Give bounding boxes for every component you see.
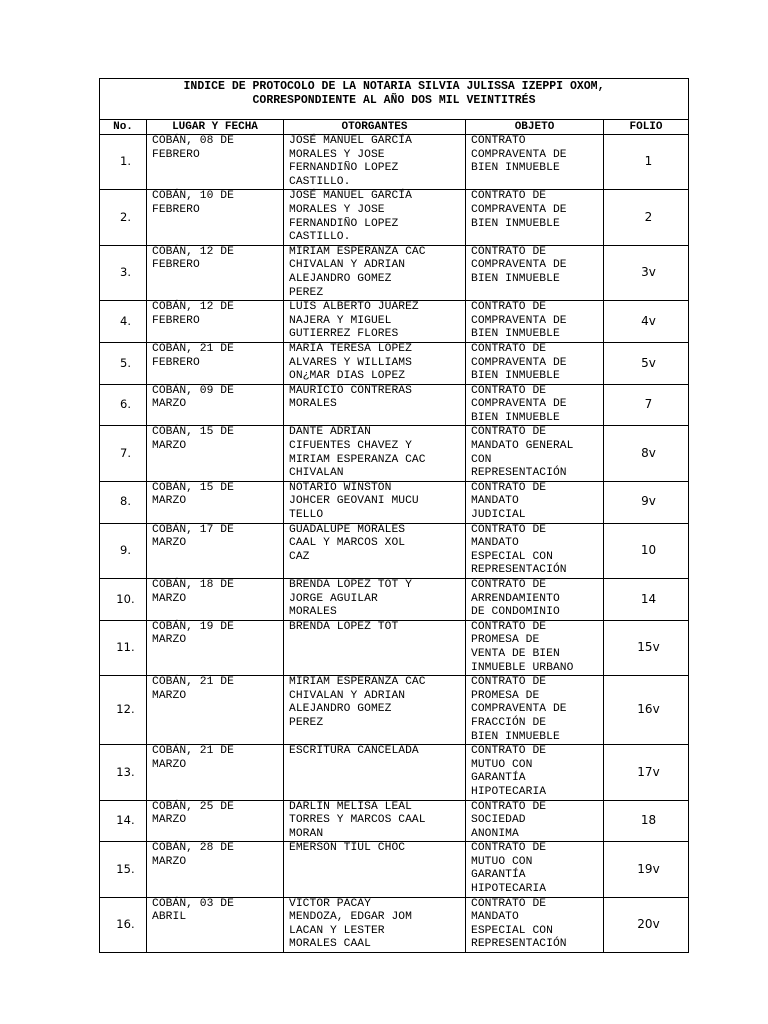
row-number: 7. bbox=[100, 426, 147, 481]
protocol-index-document bbox=[99, 78, 688, 953]
table-row bbox=[100, 245, 689, 300]
table-row bbox=[100, 579, 689, 621]
row-lugar-fecha: COBÁN, 12 DE FEBRERO bbox=[147, 301, 284, 343]
row-otorgantes: DANTE ADRIAN CIFUENTES CHAVEZ Y MIRIAM ESPERANZA CAC CHIVALAN bbox=[284, 426, 466, 481]
row-objeto: CONTRATO DE SOCIEDAD ANONIMA bbox=[466, 800, 604, 842]
table-row bbox=[100, 301, 689, 343]
row-otorgantes: LUIS ALBERTO JUAREZ NAJERA Y MIGUEL GUTIERREZ FLORES bbox=[284, 301, 466, 343]
row-folio: 1 bbox=[604, 135, 689, 190]
header-folio: FOLIO bbox=[604, 120, 689, 135]
row-lugar-fecha: COBÁN, 19 DE MARZO bbox=[147, 620, 284, 675]
header-objeto: OBJETO bbox=[466, 120, 604, 135]
row-objeto: CONTRATO DE MUTUO CON GARANTÍA HIPOTECARIA bbox=[466, 842, 604, 897]
row-folio: 5v bbox=[604, 342, 689, 384]
row-lugar-fecha: COBÁN, 21 DE MARZO bbox=[147, 676, 284, 745]
row-otorgantes: EMERSON TIUL CHOC bbox=[284, 842, 466, 897]
row-folio: 16v bbox=[604, 676, 689, 745]
row-lugar-fecha: COBÁN, 25 DE MARZO bbox=[147, 800, 284, 842]
table-row bbox=[100, 745, 689, 800]
row-lugar-fecha: COBÁN, 17 DE MARZO bbox=[147, 523, 284, 578]
row-otorgantes: ESCRITURA CANCELADA bbox=[284, 745, 466, 800]
row-objeto: CONTRATO DE ARRENDAMIENTO DE CONDOMINIO bbox=[466, 579, 604, 621]
row-objeto: CONTRATO DE COMPRAVENTA DE BIEN INMUEBLE bbox=[466, 245, 604, 300]
table-row bbox=[100, 676, 689, 745]
table-row bbox=[100, 342, 689, 384]
row-number: 10. bbox=[100, 579, 147, 621]
row-objeto: CONTRATO DE COMPRAVENTA DE BIEN INMUEBLE bbox=[466, 301, 604, 343]
row-number: 11. bbox=[100, 620, 147, 675]
row-folio: 8v bbox=[604, 426, 689, 481]
row-number: 15. bbox=[100, 842, 147, 897]
table-row bbox=[100, 135, 689, 190]
row-folio: 2 bbox=[604, 190, 689, 245]
row-otorgantes: MIRIAM ESPERANZA CAC CHIVALAN Y ADRIAN ALEJANDRO GOMEZ PEREZ bbox=[284, 676, 466, 745]
row-number: 13. bbox=[100, 745, 147, 800]
row-otorgantes: BRENDA LOPEZ TOT Y JORGE AGUILAR MORALES bbox=[284, 579, 466, 621]
title-line-2: CORRESPONDIENTE AL AÑO DOS MIL VEINTITRÉS bbox=[252, 93, 536, 107]
row-lugar-fecha: COBÁN, 08 DE FEBRERO bbox=[147, 135, 284, 190]
table-row bbox=[100, 897, 689, 952]
row-objeto: CONTRATO DE MANDATO JUDICIAL bbox=[466, 481, 604, 523]
row-lugar-fecha: COBÁN, 09 DE MARZO bbox=[147, 384, 284, 426]
row-otorgantes: JOSÉ MANUEL GARCÍA MORALES Y JOSE FERNANDIÑO LOPEZ CASTILLO. bbox=[284, 135, 466, 190]
title-line-1: INDICE DE PROTOCOLO DE LA NOTARIA SILVIA JULISSA IZEPPI OXOM, bbox=[183, 80, 605, 93]
row-folio: 3v bbox=[604, 245, 689, 300]
row-otorgantes: JOSÉ MANUEL GARCÍA MORALES Y JOSE FERNANDIÑO LOPEZ CASTILLO. bbox=[284, 190, 466, 245]
table-row bbox=[100, 481, 689, 523]
row-lugar-fecha: COBÁN, 10 DE FEBRERO bbox=[147, 190, 284, 245]
row-objeto: CONTRATO DE MANDATO ESPECIAL CON REPRESENTACIÓN bbox=[466, 523, 604, 578]
row-folio: 10 bbox=[604, 523, 689, 578]
row-folio: 9v bbox=[604, 481, 689, 523]
row-objeto: CONTRATO DE MUTUO CON GARANTÍA HIPOTECARIA bbox=[466, 745, 604, 800]
table-row bbox=[100, 800, 689, 842]
row-folio: 14 bbox=[604, 579, 689, 621]
row-folio: 4v bbox=[604, 301, 689, 343]
row-objeto: CONTRATO COMPRAVENTA DE BIEN INMUEBLE bbox=[466, 135, 604, 190]
row-otorgantes: VICTOR PACAY MENDOZA, EDGAR JOM LACAN Y LESTER MORALES CAAL bbox=[284, 897, 466, 952]
row-otorgantes: MAURICIO CONTRERAS MORALES bbox=[284, 384, 466, 426]
table-row bbox=[100, 620, 689, 675]
row-number: 2. bbox=[100, 190, 147, 245]
row-otorgantes: NOTARIO WINSTON JOHCER GEOVANI MUCU TELLO bbox=[284, 481, 466, 523]
row-number: 5. bbox=[100, 342, 147, 384]
row-number: 16. bbox=[100, 897, 147, 952]
row-folio: 15v bbox=[604, 620, 689, 675]
row-objeto: CONTRATO DE MANDATO GENERAL CON REPRESENTACIÓN bbox=[466, 426, 604, 481]
row-objeto: CONTRATO DE COMPRAVENTA DE BIEN INMUEBLE bbox=[466, 190, 604, 245]
row-lugar-fecha: COBÁN, 18 DE MARZO bbox=[147, 579, 284, 621]
row-lugar-fecha: COBÁN, 03 DE ABRIL bbox=[147, 897, 284, 952]
row-number: 8. bbox=[100, 481, 147, 523]
row-folio: 20v bbox=[604, 897, 689, 952]
table-row bbox=[100, 426, 689, 481]
table-row bbox=[100, 384, 689, 426]
row-number: 3. bbox=[100, 245, 147, 300]
row-lugar-fecha: COBÁN, 15 DE MARZO bbox=[147, 481, 284, 523]
header-lugar-fecha: LUGAR Y FECHA bbox=[147, 120, 284, 135]
row-number: 9. bbox=[100, 523, 147, 578]
row-objeto: CONTRATO DE COMPRAVENTA DE BIEN INMUEBLE bbox=[466, 342, 604, 384]
row-number: 4. bbox=[100, 301, 147, 343]
row-folio: 7 bbox=[604, 384, 689, 426]
row-otorgantes: DARLIN MELISA LEAL TORRES Y MARCOS CAAL MORAN bbox=[284, 800, 466, 842]
title-row bbox=[100, 79, 689, 120]
row-otorgantes: MIRIAM ESPERANZA CAC CHIVALAN Y ADRIAN ALEJANDRO GOMEZ PEREZ bbox=[284, 245, 466, 300]
row-number: 12. bbox=[100, 676, 147, 745]
header-row bbox=[100, 120, 689, 135]
row-otorgantes: BRENDA LOPEZ TOT bbox=[284, 620, 466, 675]
document-title bbox=[100, 79, 689, 120]
row-folio: 19v bbox=[604, 842, 689, 897]
row-number: 6. bbox=[100, 384, 147, 426]
row-objeto: CONTRATO DE COMPRAVENTA DE BIEN INMUEBLE bbox=[466, 384, 604, 426]
row-otorgantes: MARIA TERESA LOPEZ ALVARES Y WILLIAMS ON¿MAR DIAS LOPEZ bbox=[284, 342, 466, 384]
row-lugar-fecha: COBÁN, 21 DE FEBRERO bbox=[147, 342, 284, 384]
table-row bbox=[100, 190, 689, 245]
row-lugar-fecha: COBÁN, 21 DE MARZO bbox=[147, 745, 284, 800]
row-number: 1. bbox=[100, 135, 147, 190]
row-objeto: CONTRATO DE PROMESA DE COMPRAVENTA DE FRACCIÓN DE BIEN INMUEBLE bbox=[466, 676, 604, 745]
row-folio: 18 bbox=[604, 800, 689, 842]
row-number: 14. bbox=[100, 800, 147, 842]
table-row bbox=[100, 842, 689, 897]
row-lugar-fecha: COBÁN, 15 DE MARZO bbox=[147, 426, 284, 481]
row-folio: 17v bbox=[604, 745, 689, 800]
row-objeto: CONTRATO DE MANDATO ESPECIAL CON REPRESENTACIÓN bbox=[466, 897, 604, 952]
header-otorgantes: OTORGANTES bbox=[284, 120, 466, 135]
table-row bbox=[100, 523, 689, 578]
row-otorgantes: GUADALUPE MORALES CAAL Y MARCOS XOL CAZ bbox=[284, 523, 466, 578]
header-no: No. bbox=[100, 120, 147, 135]
row-objeto: CONTRATO DE PROMESA DE VENTA DE BIEN INMUEBLE URBANO bbox=[466, 620, 604, 675]
row-lugar-fecha: COBÁN, 28 DE MARZO bbox=[147, 842, 284, 897]
protocol-index-table bbox=[99, 78, 689, 953]
row-lugar-fecha: COBÁN, 12 DE FEBRERO bbox=[147, 245, 284, 300]
